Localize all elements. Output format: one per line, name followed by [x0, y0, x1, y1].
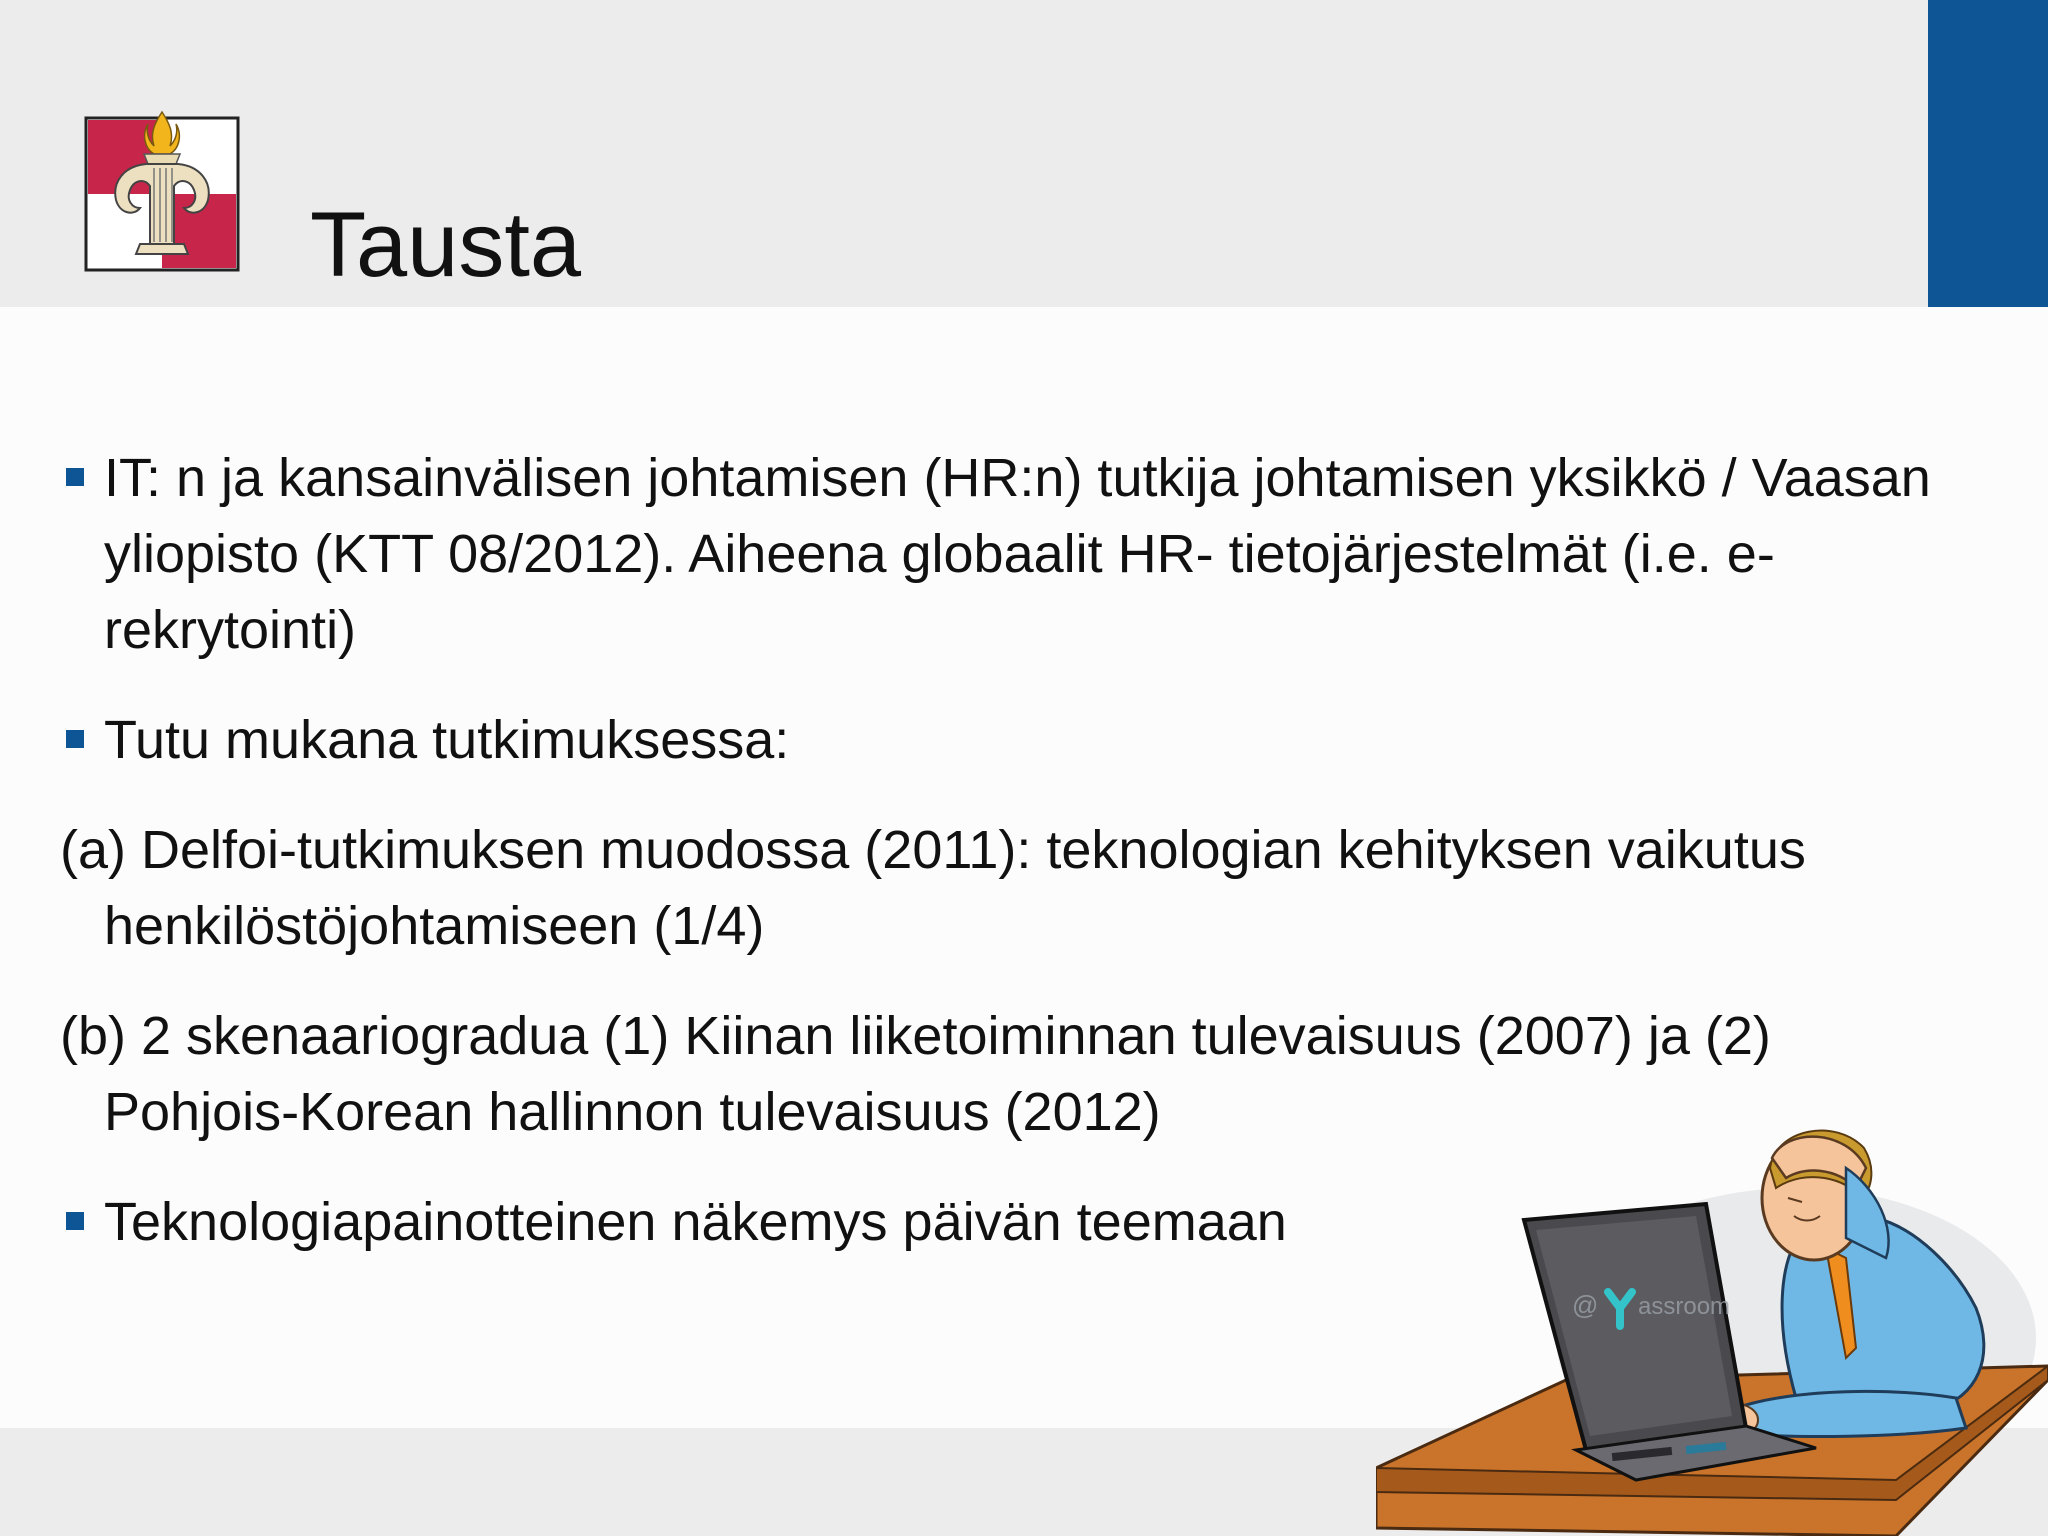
accent-bar: [1928, 0, 2048, 307]
bullet-square-icon: [66, 1212, 84, 1230]
bullet-item-background: [60, 440, 1940, 668]
svg-text:assroom: assroom: [1638, 1293, 1731, 1320]
bullet-square-icon: [66, 730, 84, 748]
bullet-square-icon: [66, 468, 84, 486]
bullet-text: Teknologiapainotteinen näkemys päivän teemaan: [104, 1192, 1287, 1252]
header-band: [0, 0, 1928, 307]
torch-crest-logo-icon: [84, 104, 240, 274]
bullet-text: IT: n ja kansainvälisen johtamisen (HR:n) tutkija johtamisen yksikkö / Vaasan yliopisto (KTT 08/2012). Aiheena globaalit HR- tietojärjestelmät (i.e. e-rekrytointi): [104, 448, 1931, 660]
list-item-b: (b) 2 skenaariogradua (1) Kiinan liiketoiminnan tulevaisuus (2007) ja (2) Pohjois-Korean hallinnon tulevaisuus (2012): [60, 1006, 1771, 1142]
list-item-a: (a) Delfoi-tutkimuksen muodossa (2011): teknologian kehityksen vaikutus henkilöstöjohtamiseen (1/4): [60, 820, 1806, 956]
svg-text:@: @: [1572, 1290, 1599, 1320]
frustrated-man-laptop-illustration-icon: [1376, 1108, 2048, 1536]
slide-title: Tausta: [310, 194, 582, 296]
bullet-text: Tutu mukana tutkimuksessa:: [104, 710, 790, 770]
bullet-item-research: [60, 702, 1940, 778]
